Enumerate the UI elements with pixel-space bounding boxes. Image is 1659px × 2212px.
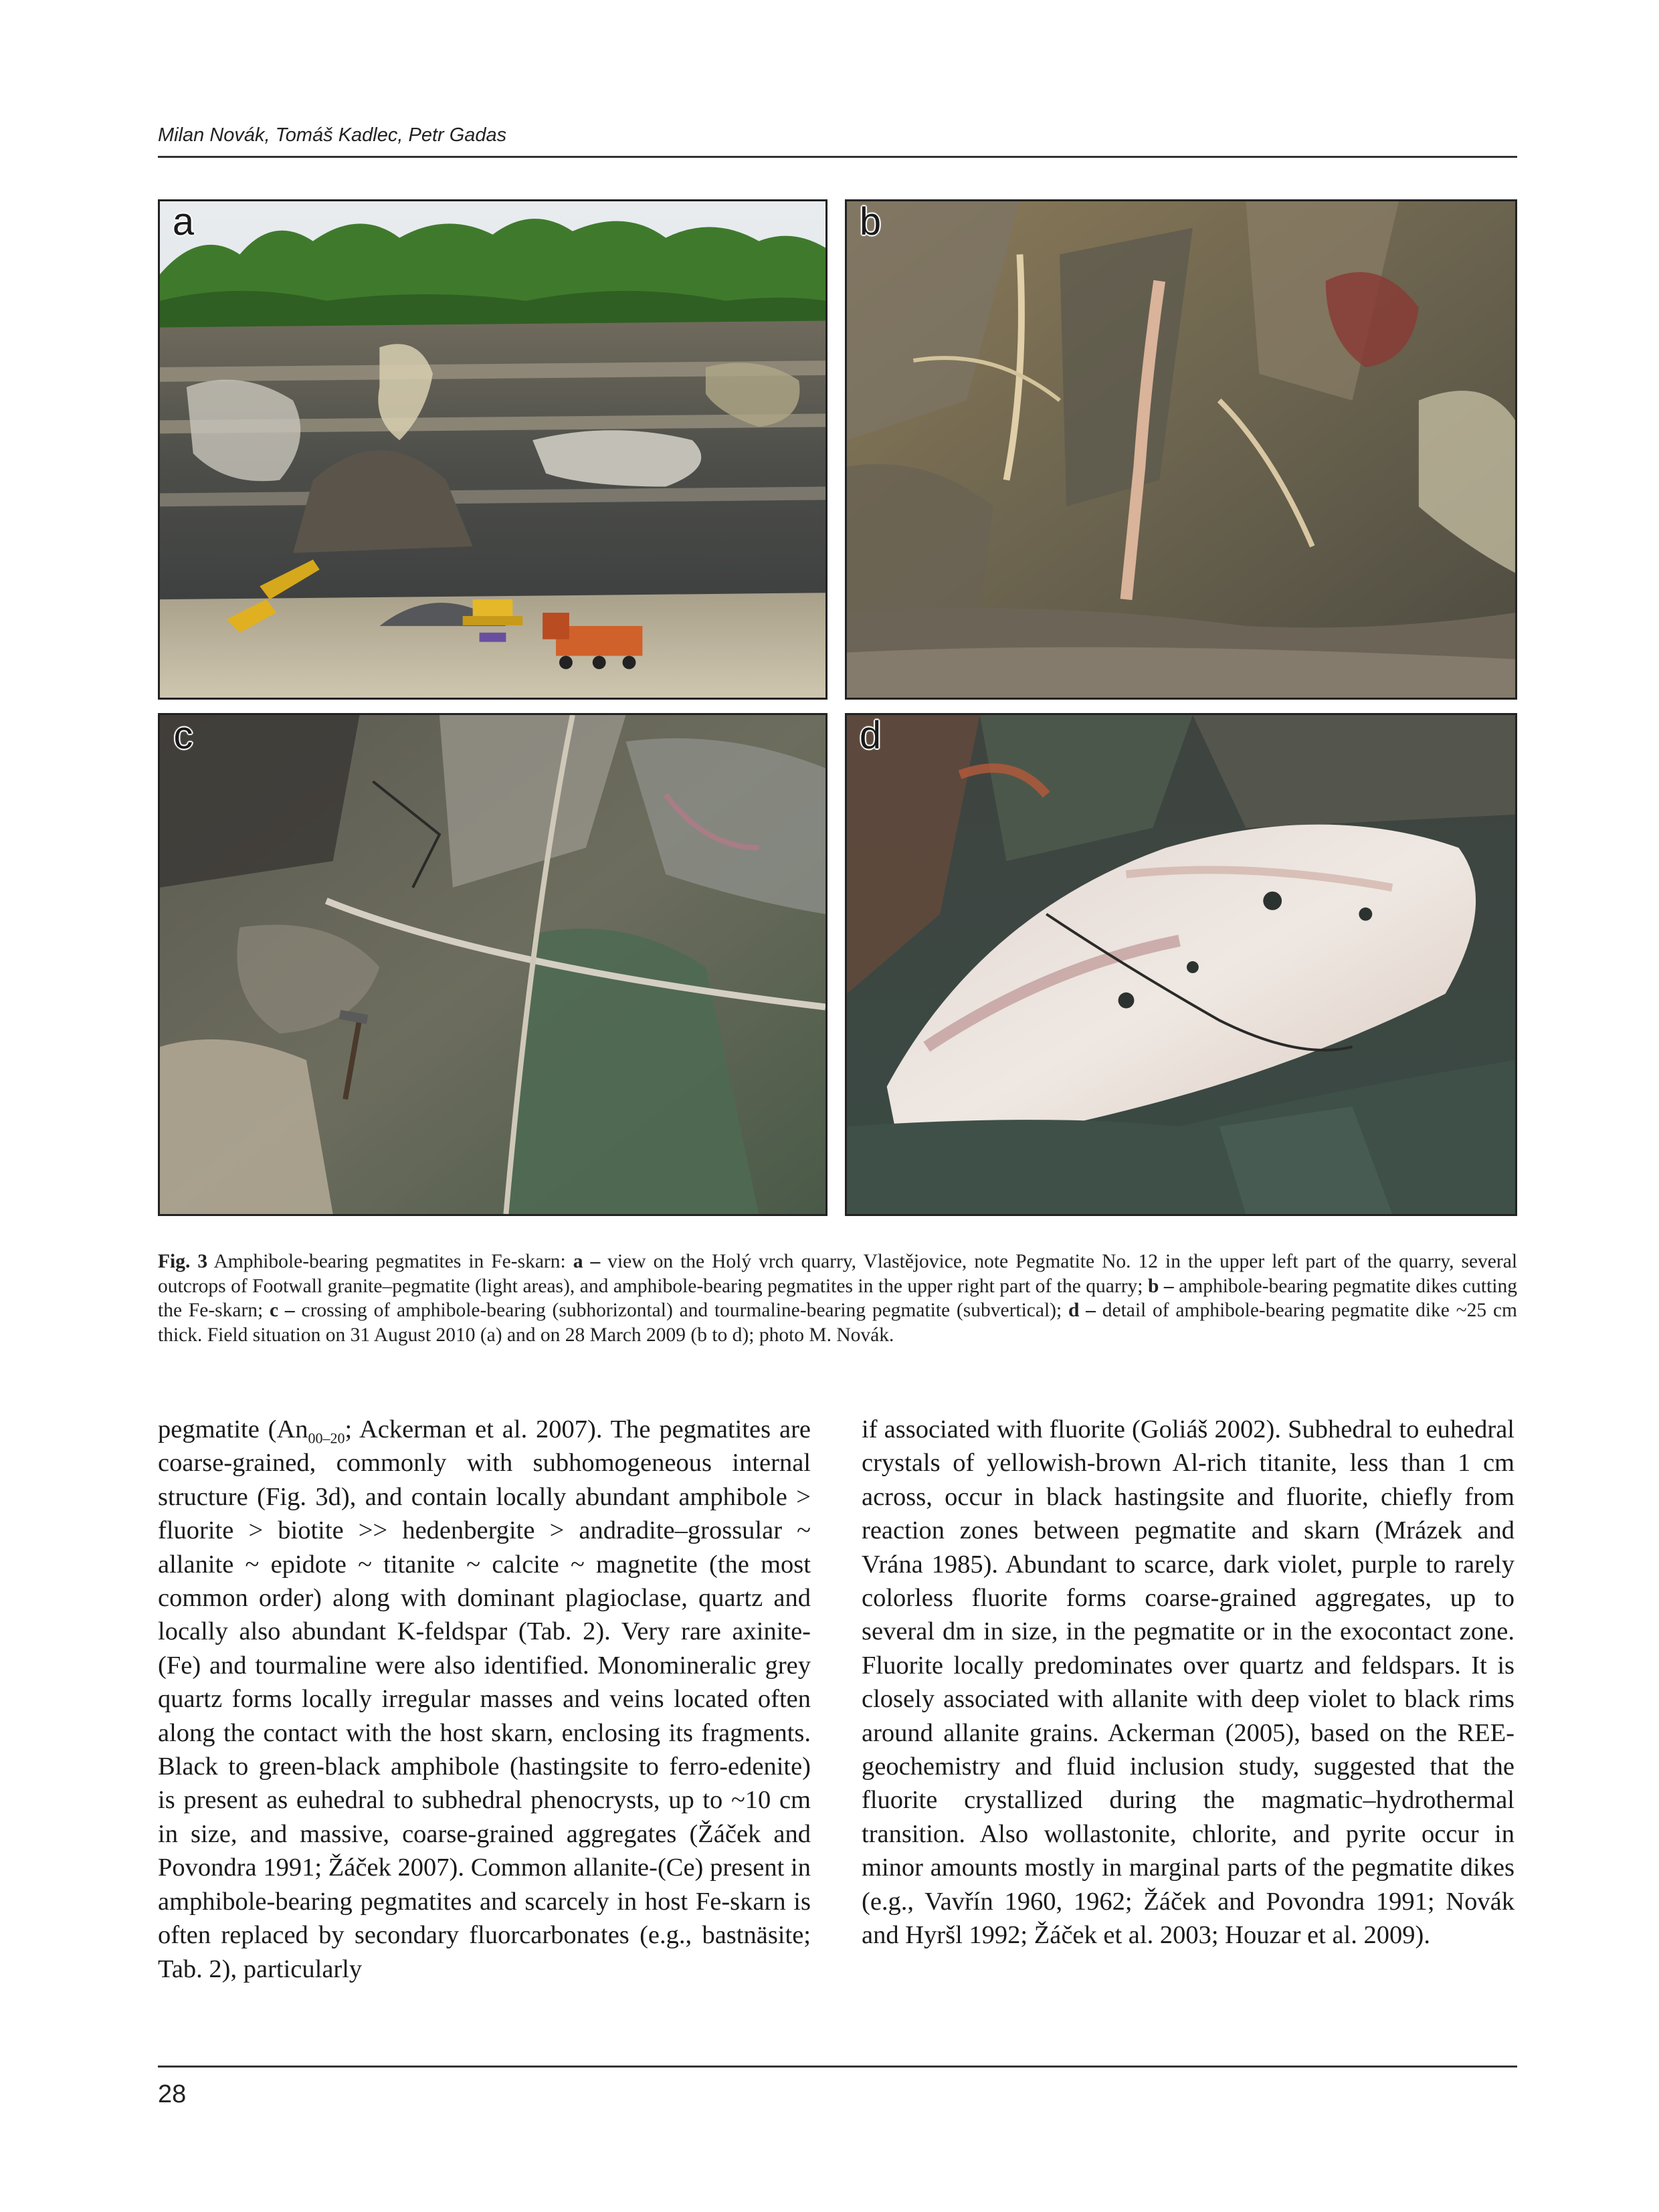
quarry-overview-photo [160, 201, 825, 698]
caption-d-label: d – [1068, 1300, 1096, 1322]
body-column-right [862, 1413, 1515, 1952]
caption-a-label: a – [573, 1251, 601, 1272]
figure-panel-a [158, 199, 827, 700]
figure-panel-b [845, 199, 1517, 700]
caption-c-text: crossing of amphibole-bearing (subhorizontal) and tourmaline-bearing pegmatite (subvertical); [294, 1300, 1068, 1322]
panel-letter-a: a [172, 200, 195, 243]
caption-d-text: detail of amphibole-bearing pegmatite dike ~25 cm thick. Field situation on 31 August 2010 (a) and on 28 March 2009 (b to d); photo M. Novák. [158, 1300, 1517, 1346]
pegmatite-dikes-rock-wall-photo [847, 201, 1515, 698]
caption-b-text: amphibole-bearing pegmatite dikes cutting the Fe-skarn; [158, 1275, 1517, 1322]
caption-label: Fig. 3 [158, 1251, 208, 1272]
caption-b-label: b – [1147, 1275, 1174, 1297]
page-number: 28 [158, 2080, 187, 2108]
panel-letter-c: c [173, 714, 193, 757]
caption-c-label: c – [270, 1300, 295, 1322]
header-rule [158, 156, 1517, 158]
body-left-text: ; Ackerman et al. 2007). The pegmatites are coarse-grained, commonly with subhomogeneous internal structure (Fig. 3d), and contain locally abundant amphibole > fluorite > biotite >> hedenbergite > andradite–grossular ~ allanite ~ epidote ~ titanite ~ calcite ~ magnetite (the most common order) along with dominant plagioclase, quartz and locally also abundant K-feldspar (Tab. 2). Very rare axinite-(Fe) and tourmaline were also identified. Monomineralic grey quartz forms locally irregular masses and veins located often along the contact with the host skarn, enclosing its fragments. Black to green-black amphibole (hastingsite to ferro-edenite) is present as euhedral to subhedral phenocrysts, up to ~10 cm in size, and massive, coarse-grained aggregates (Žáček and Povondra 1991; Žáček 2007). Common allanite-(Ce) present in amphibole-bearing pegmatites and scarcely in host Fe-skarn is often replaced by secondary fluorcarbonates (e.g., bastnäsite; Tab. 2), particularly [158, 1415, 811, 1983]
caption-intro: Amphibole-bearing pegmatites in Fe-skarn: [207, 1251, 573, 1272]
figure-panel-c [158, 713, 827, 1216]
footer-rule [158, 2066, 1517, 2068]
running-head: Milan Novák, Tomáš Kadlec, Petr Gadas [158, 124, 507, 146]
body-right-text: if associated with fluorite (Goliáš 2002). Subhedral to euhedral crystals of yellowish-brown Al-rich titanite, less than 1 cm across, occur in black hastingsite and fluorite, chiefly from reaction zones between pegmatite and skarn (Mrázek and Vrána 1985). Abundant to scarce, dark violet, purple to rarely colorless fluorite forms coarse-grained aggregates, up to several dm in size, in the pegmatite or in the exocontact zone. Fluorite locally predominates over quartz and feldspars. It is closely associated with allanite with deep violet to black rims around allanite grains. Ackerman (2005), based on the REE-geochemistry and fluid inclusion study, suggested that the fluorite crystallized during the magmatic–hydrothermal transition. Also wollastonite, chlorite, and pyrite occur in minor amounts mostly in marginal parts of the pegmatite dikes (e.g., Vavřín 1960, 1962; Žáček and Povondra 1991; Novák and Hyršl 1992; Žáček et al. 2003; Houzar et al. 2009). [862, 1415, 1515, 1950]
panel-letter-d: d [859, 714, 882, 757]
body-left-subscript: 00–20 [308, 1429, 345, 1447]
figure-3 [158, 199, 1517, 1216]
crossing-pegmatite-outcrop-photo [160, 715, 825, 1214]
body-left-prefix: pegmatite (An [158, 1415, 308, 1443]
body-column-left [158, 1413, 811, 1986]
figure-panel-d [845, 713, 1517, 1216]
figure-caption [158, 1249, 1517, 1347]
pegmatite-dike-detail-photo [847, 715, 1515, 1214]
panel-letter-b: b [859, 200, 882, 243]
caption-a-text: view on the Holý vrch quarry, Vlastějovice, note Pegmatite No. 12 in the upper left part of the quarry, several outcrops of Footwall granite–pegmatite (light areas), and amphibole-bearing pegmatites in the upper right part of the quarry; [158, 1251, 1518, 1297]
